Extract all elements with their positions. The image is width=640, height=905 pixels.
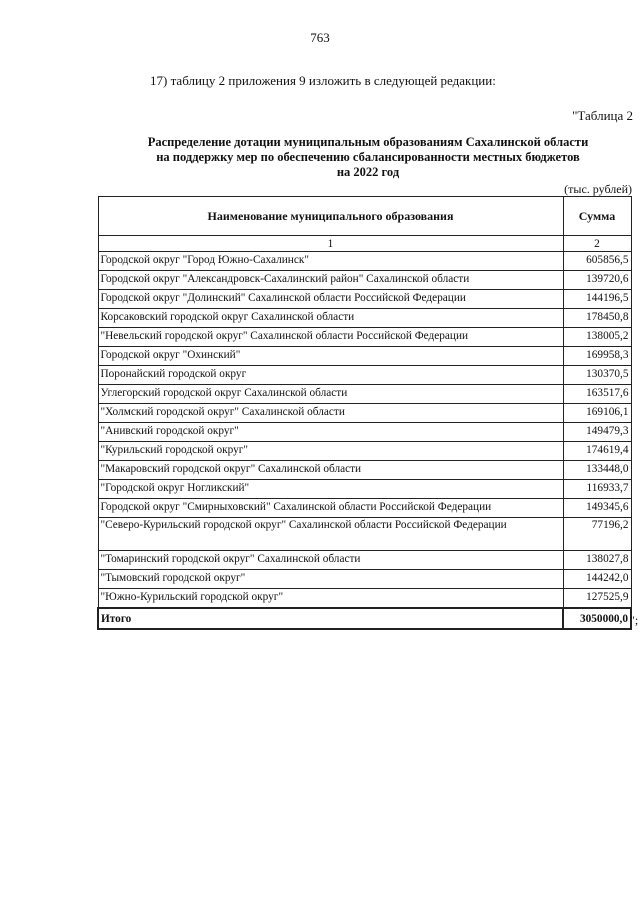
table-row	[98, 290, 631, 309]
table-row	[98, 570, 631, 589]
amount: 144242,0	[563, 570, 631, 589]
municipality-name: Углегорский городской округ Сахалинской области	[98, 385, 563, 404]
municipality-name: Городской округ "Смирныховский" Сахалинской области Российской Федерации	[98, 499, 563, 518]
intro-text: 17) таблицу 2 приложения 9 изложить в следующей редакции:	[150, 73, 496, 88]
table-row	[98, 589, 631, 609]
total-row	[98, 608, 631, 629]
table-row	[98, 271, 631, 290]
table-row	[98, 309, 631, 328]
heading-line: на поддержку мер по обеспечению сбалансированности местных бюджетов	[156, 150, 580, 164]
table-row	[98, 499, 631, 518]
amount: 77196,2	[563, 518, 631, 551]
table-row	[98, 551, 631, 570]
amount: 149345,6	[563, 499, 631, 518]
municipality-name: "Макаровский городской округ" Сахалинской области	[98, 461, 563, 480]
column-header-name: Наименование муниципального образования	[98, 197, 563, 236]
municipality-name: "Курильский городской округ"	[98, 442, 563, 461]
municipality-name: "Тымовский городской округ"	[98, 570, 563, 589]
amount: 174619,4	[563, 442, 631, 461]
heading-line: на 2022 год	[336, 165, 400, 179]
table-heading	[118, 135, 618, 180]
table-row	[98, 252, 631, 271]
column-header-sum: Сумма	[563, 197, 631, 236]
table-row	[98, 366, 631, 385]
amount: 163517,6	[563, 385, 631, 404]
table-row	[98, 461, 631, 480]
amount: 169106,1	[563, 404, 631, 423]
total-amount: 3050000,0	[563, 608, 631, 629]
amount: 133448,0	[563, 461, 631, 480]
municipality-name: "Городской округ Ногликский"	[98, 480, 563, 499]
municipality-name: Городской округ "Долинский" Сахалинской области Российской Федерации	[98, 290, 563, 309]
municipality-name: "Томаринский городской округ" Сахалинской области	[98, 551, 563, 570]
table-row	[98, 385, 631, 404]
heading-line: Распределение дотации муниципальным образованиям Сахалинской области	[147, 135, 589, 149]
units-label: (тыс. рублей)	[564, 182, 632, 196]
table-row	[98, 423, 631, 442]
column-number: 1	[98, 236, 563, 252]
table-row	[98, 442, 631, 461]
column-number: 2	[563, 236, 631, 252]
total-label: Итого	[98, 608, 563, 629]
municipality-name: "Невельский городской округ" Сахалинской области Российской Федерации	[98, 328, 563, 347]
amount: 149479,3	[563, 423, 631, 442]
amount: 139720,6	[563, 271, 631, 290]
amount: 138005,2	[563, 328, 631, 347]
table-caption: "Таблица 2	[572, 108, 633, 123]
amount: 130370,5	[563, 366, 631, 385]
municipality-name: "Холмский городской округ" Сахалинской области	[98, 404, 563, 423]
table-row	[98, 480, 631, 499]
amount: 178450,8	[563, 309, 631, 328]
amount: 116933,7	[563, 480, 631, 499]
municipality-name: Корсаковский городской округ Сахалинской области	[98, 309, 563, 328]
table-row	[98, 518, 631, 551]
municipality-name: Городской округ "Александровск-Сахалинский район" Сахалинской области	[98, 271, 563, 290]
table-row	[98, 404, 631, 423]
amount: 144196,5	[563, 290, 631, 309]
municipality-name: "Южно-Курильский городской округ"	[98, 589, 563, 609]
municipality-name: "Анивский городской округ"	[98, 423, 563, 442]
municipality-name: Городской округ "Охинский"	[98, 347, 563, 366]
table-row	[98, 347, 631, 366]
amount: 138027,8	[563, 551, 631, 570]
table-row	[98, 328, 631, 347]
municipality-name: Поронайский городской округ	[98, 366, 563, 385]
amount: 169958,3	[563, 347, 631, 366]
page-number: 763	[310, 30, 330, 45]
column-number-row	[98, 236, 631, 252]
municipality-name: "Северо-Курильский городской округ" Сахалинской области Российской Федерации	[98, 518, 563, 551]
closing-mark: ";	[630, 613, 639, 627]
amount: 605856,5	[563, 252, 631, 271]
amount: 127525,9	[563, 589, 631, 609]
municipality-name: Городской округ "Город Южно-Сахалинск"	[98, 252, 563, 271]
allocation-table	[97, 196, 632, 630]
